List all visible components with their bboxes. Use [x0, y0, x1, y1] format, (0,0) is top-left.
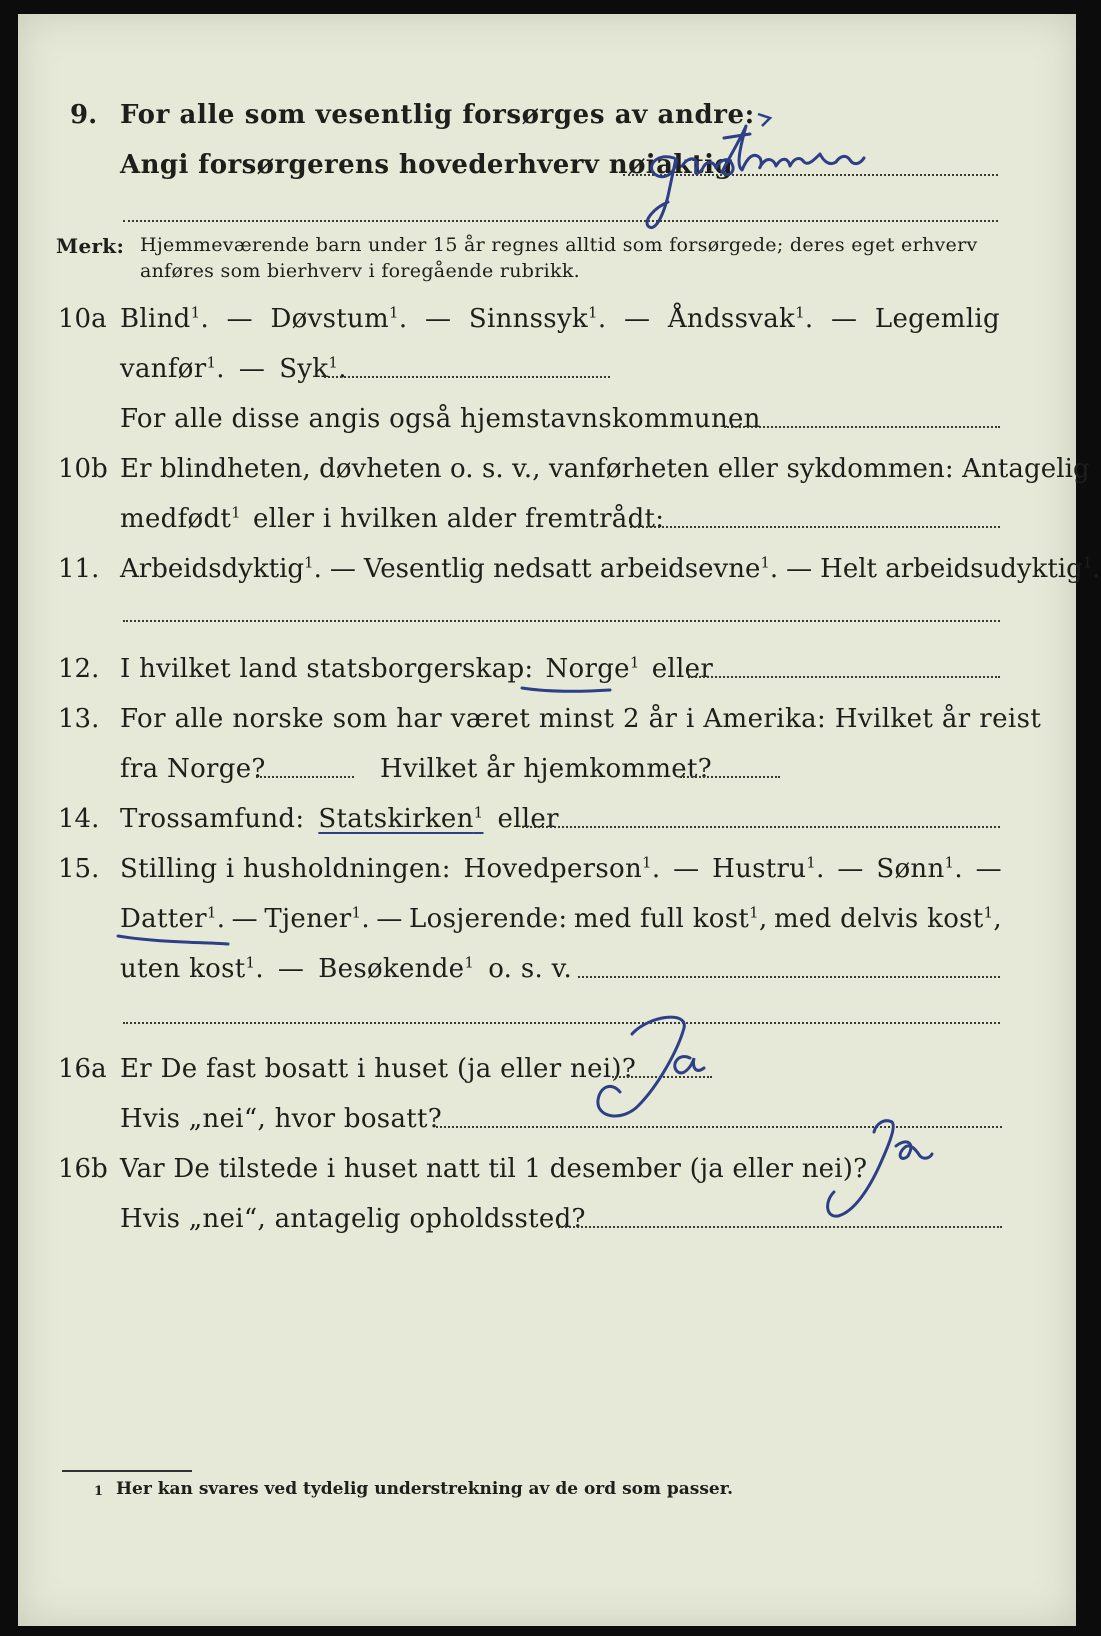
dash: —	[226, 304, 253, 334]
q14-line	[120, 804, 559, 834]
q10b-number: 10b	[58, 454, 108, 484]
q16a-line2	[120, 1104, 442, 1134]
q10a-hometown-label: For alle disse angis også hjemstavnskommunen	[120, 404, 761, 434]
dash: —	[376, 904, 403, 934]
q16a-number: 16a	[58, 1054, 107, 1084]
q13-line2	[120, 754, 266, 784]
option-legemlig: Legemlig	[874, 304, 1000, 334]
q16b-text: Var De tilstede i huset natt til 1 desember (ja eller nei)?	[120, 1154, 868, 1184]
q12-eller: eller	[651, 654, 714, 684]
option-uten-kost: uten kost$^1$.	[120, 953, 264, 984]
q14-eller: eller	[497, 804, 559, 834]
q13-return-label: Hvilket år hjemkommet?	[380, 754, 712, 784]
q14-text: Trossamfund:	[120, 804, 305, 834]
q13-line1	[120, 704, 1042, 734]
q10b-answer-line	[630, 526, 1000, 528]
q10b-line1	[120, 454, 1090, 484]
option-hustru: Hustru$^1$.	[712, 853, 825, 884]
q15-number: 15.	[58, 854, 100, 884]
q15-answer-line	[578, 976, 1000, 978]
q16a-text: Er De fast bosatt i huset (ja eller nei)?	[120, 1054, 637, 1084]
option-datter: Datter$^1$.	[120, 903, 226, 934]
q11-line	[120, 554, 1101, 584]
merk-line2: anføres som bierhverv i foregående rubrikk.	[140, 260, 580, 282]
q13-line2b	[380, 754, 712, 784]
option-statskirken: Statskirken$^1$	[318, 803, 484, 834]
q13-number: 13.	[58, 704, 100, 734]
q16b-line1	[120, 1154, 867, 1184]
dash: —	[329, 554, 356, 584]
q13-return-line	[680, 776, 780, 778]
q13-text: For alle norske som har været minst 2 år i Amerika: Hvilket år reist	[120, 704, 1042, 734]
q9-text: For alle som vesentlig forsørges av andre:	[120, 100, 755, 130]
q14-answer-line	[522, 826, 1000, 828]
q11-number: 11.	[58, 554, 100, 584]
q10a-line1	[120, 304, 1000, 334]
q10b-age-label: eller i hvilken alder fremtrådt:	[253, 504, 665, 534]
q10a-line2	[120, 354, 347, 384]
option-blind: Blind$^1$.	[120, 303, 210, 334]
option-medfodt: medfødt$^1$	[120, 503, 241, 534]
option-losjerende: Losjerende:	[409, 904, 568, 934]
option-besokende: Besøkende$^1$	[318, 953, 475, 984]
q10a-hometown-line	[724, 426, 1000, 428]
q13-departure-line	[256, 776, 354, 778]
footnote-rule	[62, 1470, 192, 1472]
option-norge: Norge$^1$	[545, 653, 640, 684]
option-syk: Syk$^1$.	[279, 353, 347, 384]
q9-extra-line	[123, 220, 998, 222]
q15-text: Stilling i husholdningen:	[120, 854, 451, 884]
option-vesentlig-nedsatt: Vesentlig nedsatt arbeidsevne$^1$.	[363, 553, 779, 584]
q16b-line2	[120, 1204, 586, 1234]
option-vanfor: vanfør$^1$.	[120, 353, 225, 384]
dash: —	[277, 954, 305, 984]
q9-line1	[120, 100, 755, 130]
q16a-line1	[120, 1054, 636, 1084]
q10a-syk-line	[324, 376, 610, 378]
footnote-mark: 1	[94, 1484, 104, 1499]
q12-line	[120, 654, 713, 684]
q15-line2	[120, 904, 1002, 934]
handwritten-dash	[724, 134, 750, 138]
q9-answer-line	[623, 174, 998, 176]
dash: —	[673, 854, 700, 884]
q10b-line2	[120, 504, 664, 534]
option-tjener: Tjener$^1$.	[264, 903, 370, 934]
handwritten-tick	[758, 114, 770, 126]
q11-extra-line	[123, 620, 1000, 622]
option-dovstum: Døvstum$^1$.	[270, 303, 408, 334]
q14-number: 14.	[58, 804, 100, 834]
q9-provider-label: Angi forsørgerens hovederhverv nøiaktig	[120, 150, 734, 180]
merk-line1: Hjemmeværende barn under 15 år regnes alltid som forsørgede; deres eget erhverv	[140, 234, 978, 256]
q10b-text: Er blindheten, døvheten o. s. v., vanførheten eller sykdommen: Antagelig	[120, 454, 1090, 484]
q9-number: 9.	[70, 100, 98, 130]
footnote-text: Her kan svares ved tydelig understrekning av de ord som passer.	[116, 1479, 734, 1499]
q13-departure-label: fra Norge?	[120, 754, 266, 784]
q12-number: 12.	[58, 654, 100, 684]
dash: —	[831, 304, 858, 334]
option-sonn: Sønn$^1$.	[876, 853, 963, 884]
dash: —	[238, 354, 266, 384]
dash: —	[975, 854, 1002, 884]
q12-text: I hvilket land statsborgerskap:	[120, 654, 534, 684]
q10a-number: 10a	[58, 304, 107, 334]
q15-extra-line	[123, 1022, 1000, 1024]
q16b-number: 16b	[58, 1154, 108, 1184]
merk-label: Merk:	[56, 234, 125, 258]
q15-osv: o. s. v.	[488, 954, 573, 984]
dash: —	[786, 554, 813, 584]
q15-line3	[120, 954, 572, 984]
q16a-where-label: Hvis „nei“, hvor bosatt?	[120, 1104, 442, 1134]
option-helt-udyktig: Helt arbeidsudyktig$^1$.	[820, 553, 1101, 584]
option-sinnssyk: Sinnssyk$^1$.	[468, 303, 607, 334]
option-med-delvis-kost: med delvis kost$^1$,	[773, 903, 1002, 934]
option-arbeidsdyktig: Arbeidsdyktig$^1$.	[120, 553, 322, 584]
option-hovedperson: Hovedperson$^1$.	[463, 853, 661, 884]
dash: —	[424, 304, 452, 334]
q15-line1	[120, 854, 1002, 884]
q10a-line3	[120, 404, 761, 434]
q16a-answer-line	[612, 1076, 712, 1078]
census-form-page	[18, 14, 1101, 1626]
option-andssvak: Åndssvak$^1$.	[667, 303, 814, 334]
option-med-full-kost: med full kost$^1$,	[573, 903, 768, 934]
q12-answer-line	[688, 676, 1000, 678]
q16b-place-label: Hvis „nei“, antagelig opholdssted?	[120, 1204, 586, 1234]
dash: —	[623, 304, 651, 334]
dash: —	[837, 854, 864, 884]
q16a-where-line	[436, 1126, 1002, 1128]
q16b-place-line	[558, 1226, 1002, 1228]
dash: —	[231, 904, 258, 934]
